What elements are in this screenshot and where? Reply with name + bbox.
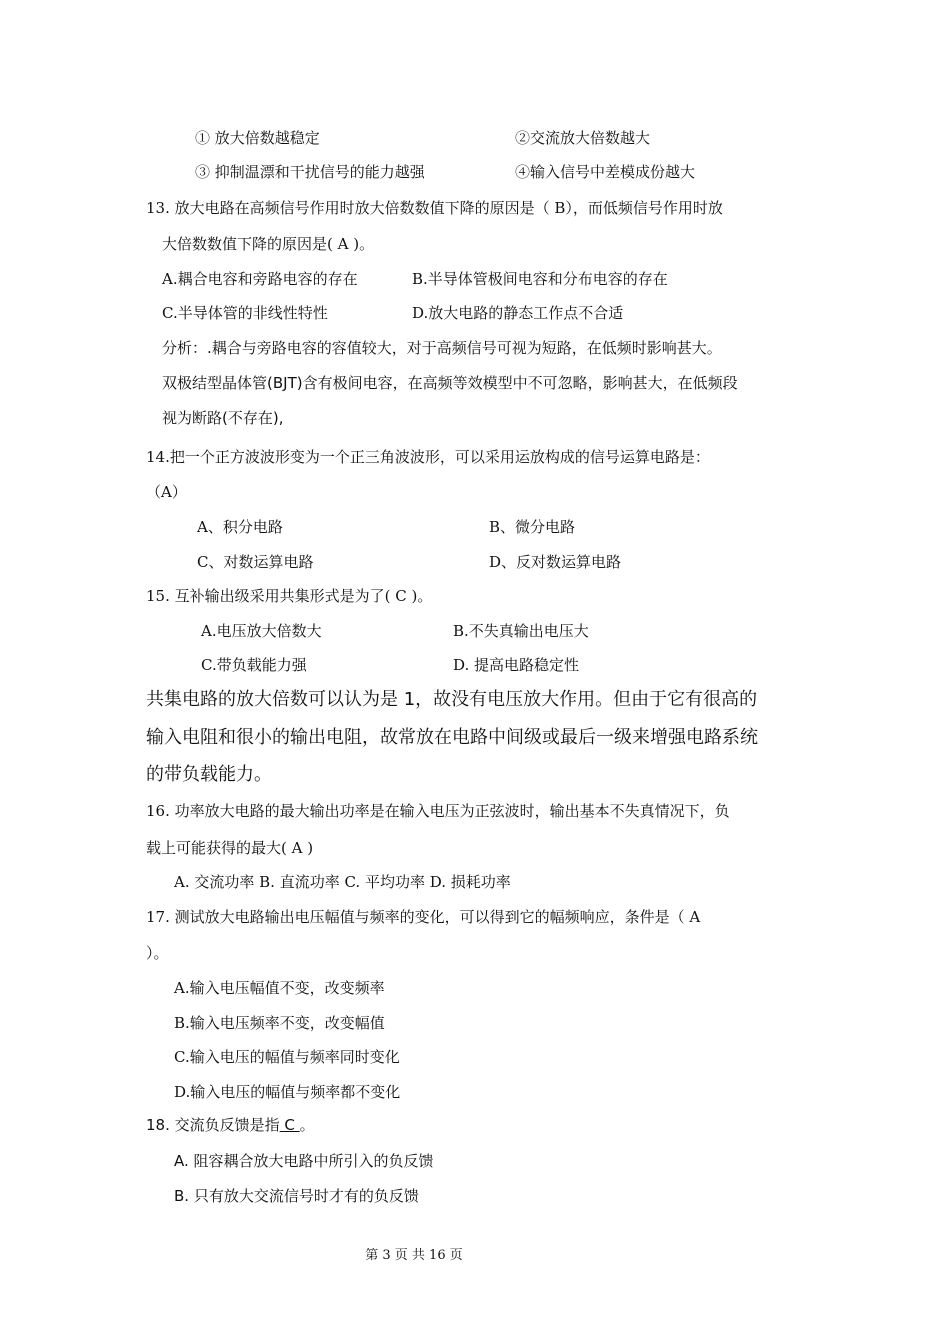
q13-stem-line1: 13. 放大电路在高频信号作用时放大倍数数值下降的原因是（ B），而低频信号作用时放 [146,199,723,217]
q15-note-line3: 的带负载能力。 [146,764,272,785]
q16-options: A. 交流功率 B. 直流功率 C. 平均功率 D. 损耗功率 [174,873,511,891]
q13-option-c: C.半导体管的非线性特性 [162,304,328,322]
q17-option-c: C.输入电压的幅值与频率同时变化 [174,1048,400,1066]
q15-option-b: B.不失真输出电压大 [453,622,589,640]
q18-option-a: A. 阻容耦合放大电路中所引入的负反馈 [174,1152,434,1170]
q13-option-d: D.放大电路的静态工作点不合适 [412,304,624,322]
q15-note-line2: 输入电阻和很小的输出电阻，故常放在电路中间级或最后一级来增强电路系统 [146,727,758,748]
q18-stem-suffix: 。 [299,1116,315,1134]
q17-stem-line2: ）。 [146,944,169,962]
q13-stem-line2: 大倍数数值下降的原因是( A )。 [162,235,375,253]
q15-stem: 15. 互补输出级采用共集形式是为了( C )。 [146,587,433,605]
q12-option-3: ③ 抑制温漂和干扰信号的能力越强 [195,163,425,181]
q12-option-1: ① 放大倍数越稳定 [195,129,320,147]
q15-option-d: D. 提高电路稳定性 [453,656,580,674]
q18-option-b: B. 只有放大交流信号时才有的负反馈 [174,1187,419,1205]
page-footer: 第 3 页 共 16 页 [365,1248,463,1263]
q15-note-line1: 共集电路的放大倍数可以认为是 1，故没有电压放大作用。但由于它有很高的 [146,689,758,710]
q14-option-d: D、反对数运算电路 [489,553,622,571]
q16-stem-line2: 载上可能获得的最大( A ) [146,839,314,857]
q14-stem-line1: 14.把一个正方波波形变为一个正三角波波形，可以采用运放构成的信号运算电路是： [146,448,710,466]
q15-option-c: C.带负载能力强 [201,656,307,674]
q17-option-d: D.输入电压的幅值与频率都不变化 [174,1083,401,1101]
q14-option-b: B、微分电路 [489,518,576,536]
q13-analysis-line2: 双极结型晶体管(BJT)含有极间电容，在高频等效模型中不可忽略，影响甚大，在低频段 [162,374,738,392]
q13-option-a: A.耦合电容和旁路电容的存在 [162,270,358,288]
q13-analysis-line3: 视为断路(不存在), [162,409,284,427]
q17-option-a: A.输入电压幅值不变，改变频率 [174,979,385,997]
q15-option-a: A.电压放大倍数大 [201,622,322,640]
q16-stem-line1: 16. 功率放大电路的最大输出功率是在输入电压为正弦波时，输出基本不失真情况下，负 [146,802,730,820]
q18-answer: C [279,1116,300,1134]
q12-option-2: ②交流放大倍数越大 [515,129,651,147]
q18-stem-prefix: 18. 交流负反馈是指 [146,1116,280,1134]
q13-analysis-line1: 分析：.耦合与旁路电容的容值较大，对于高频信号可视为短路，在低频时影响甚大。 [162,339,722,357]
q14-stem-line2: （A） [146,483,187,501]
q14-option-c: C、对数运算电路 [197,553,314,571]
q17-stem-line1: 17. 测试放大电路输出电压幅值与频率的变化，可以得到它的幅频响应，条件是（ A [146,908,701,926]
q12-option-4: ④输入信号中差模成份越大 [515,163,696,181]
q17-option-b: B.输入电压频率不变，改变幅值 [174,1014,385,1032]
q18-stem [146,1115,315,1135]
q14-option-a: A、积分电路 [197,518,283,536]
q13-option-b: B.半导体管极间电容和分布电容的存在 [412,270,668,288]
